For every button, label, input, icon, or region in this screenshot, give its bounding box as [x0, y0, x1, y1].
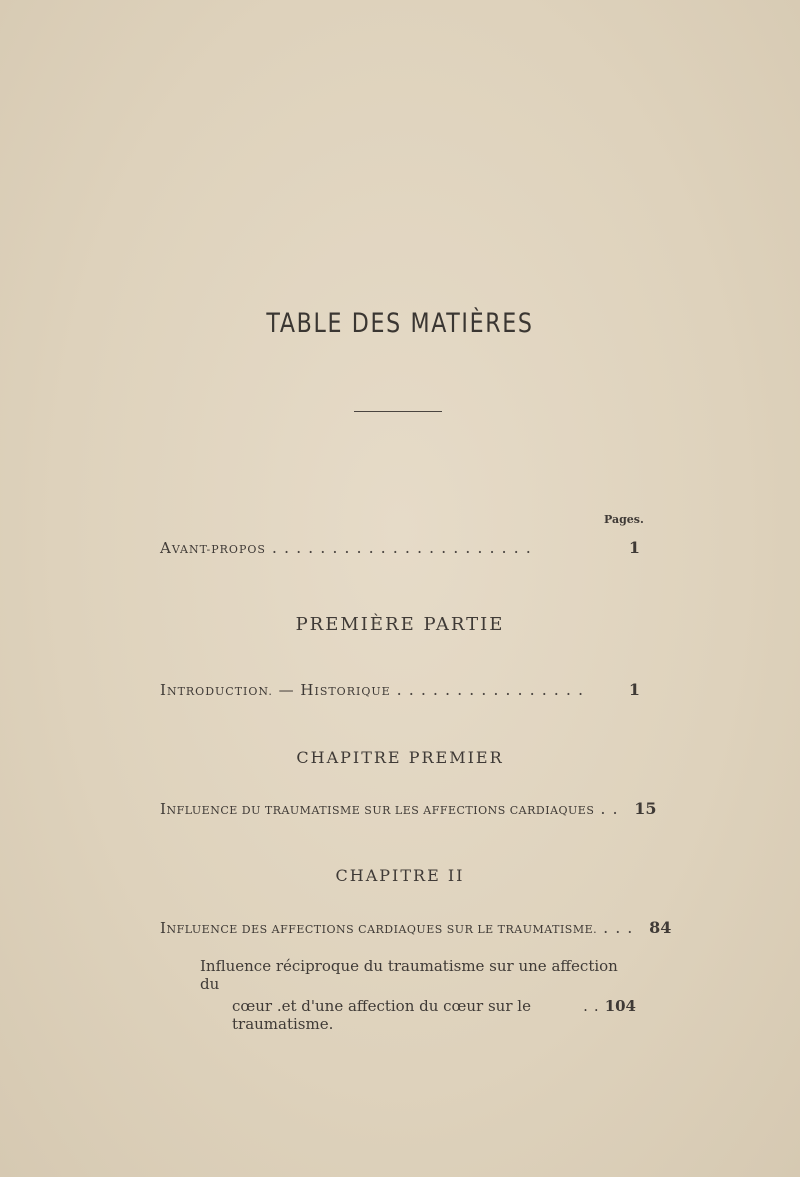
leader-dots: ...................... — [271, 538, 538, 557]
toc-page-number: 1 — [628, 538, 640, 557]
leader-dots: ... — [603, 918, 640, 937]
toc-entry-chapitre-1[interactable] — [160, 799, 657, 818]
toc-page-number: 84 — [649, 918, 672, 937]
leader-dots: .. — [583, 997, 605, 1015]
toc-entry-line-2: cœur .et d'une affection du cœur sur le traumatisme. .. 104 — [202, 997, 640, 1033]
toc-entry-label: INFLUENCE DU TRAUMATISME SUR LES AFFECTIONS CARDIAQUES — [160, 800, 595, 818]
toc-entry-line-1: Influence réciproque du traumatisme sur une affection du — [200, 957, 618, 993]
toc-entry-reciprocal[interactable] — [200, 957, 640, 1033]
leader-dots: .. — [600, 799, 625, 818]
toc-page-number: 104 — [604, 997, 636, 1015]
toc-entry-label: INTRODUCTION. — HISTORIQUE — [160, 681, 391, 699]
part-heading-premiere: PREMIÈRE PARTIE — [295, 614, 505, 635]
toc-page-number: 1 — [628, 680, 640, 699]
page-title: TABLE DES MATIÈRES — [266, 308, 534, 339]
pages-column-label: Pages. — [604, 513, 644, 526]
toc-entry-label: AVANT-PROPOS — [160, 539, 266, 557]
toc-page-number: 15 — [634, 799, 657, 818]
title-rule — [354, 411, 442, 412]
chapter-heading-2: CHAPITRE II — [335, 866, 465, 885]
toc-entry-label: INFLUENCE DES AFFECTIONS CARDIAQUES SUR LE TRAUMATISME. — [160, 919, 598, 937]
toc-entry-chapitre-2[interactable] — [160, 918, 672, 937]
toc-entry-avant-propos[interactable] — [160, 538, 640, 557]
chapter-heading-1: CHAPITRE PREMIER — [296, 748, 504, 767]
toc-entry-introduction[interactable] — [160, 680, 640, 699]
leader-dots: ................ — [396, 680, 591, 699]
